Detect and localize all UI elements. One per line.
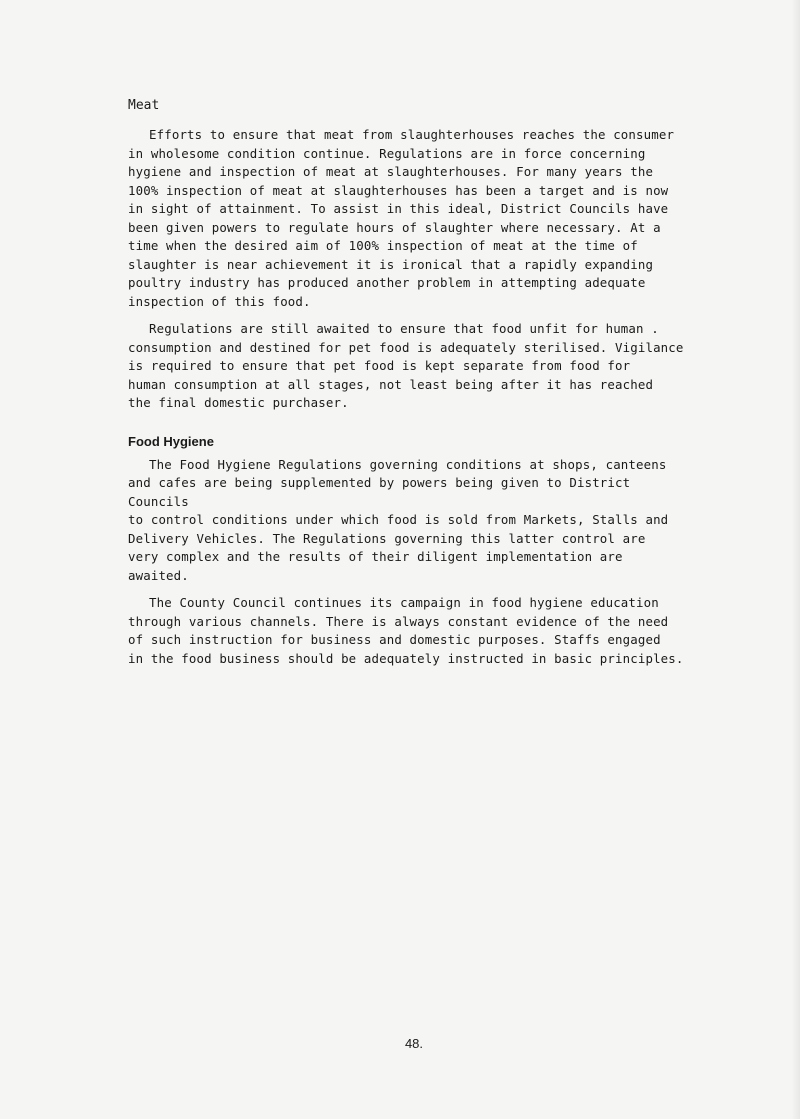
section-heading-food-hygiene: Food Hygiene	[128, 433, 214, 449]
paragraph-text: The County Council continues its campaign in food hygiene education through various channels. There is always constant evidence of the need of such instruction for business and domestic purposes. Staffs engaged in the food business should be adequately instructed in basic principles.	[128, 595, 684, 666]
paragraph-text: The Food Hygiene Regulations governing conditions at shops, canteens and cafes are being supplemented by powers being given to District Councils to control conditions under which food is sold from Markets, Stalls and Delivery Vehicles. The Regulations governing this latter control are very complex and the results of their diligent implementation are awaited.	[128, 456, 669, 583]
paragraph-meat-2	[128, 320, 688, 413]
document-page	[128, 96, 688, 668]
paragraph-food-hygiene-2	[128, 594, 688, 668]
page-number: 48.	[404, 1036, 424, 1051]
page-edge-shadow	[792, 0, 800, 1119]
paragraph-meat-1	[128, 126, 688, 311]
paragraph-text: Regulations are still awaited to ensure that food unfit for human . consumption and destined for pet food is adequately sterilised. Vigilance is required to ensure that pet food is kept separate from food for human consumption at all stages, not least being after it has reached the final domestic purchaser.	[128, 321, 684, 410]
section-heading-meat: Meat	[128, 98, 160, 113]
paragraph-text: Efforts to ensure that meat from slaughterhouses reaches the consumer in wholesome condition continue. Regulations are in force concerning hygiene and inspection of meat at slaughterhouses. For many years the 100% inspection of meat at slaughterhouses has been a target and is now in sight of attainment. To assist in this ideal, District Councils have been given powers to regulate hours of slaughter where necessary. At a time when the desired aim of 100% inspection of meat at the time of slaughter is near achievement it is ironical that a rapidly expanding poultry industry has produced another problem in attempting adequate inspection of this food.	[128, 127, 675, 309]
paragraph-food-hygiene-1	[128, 456, 688, 586]
